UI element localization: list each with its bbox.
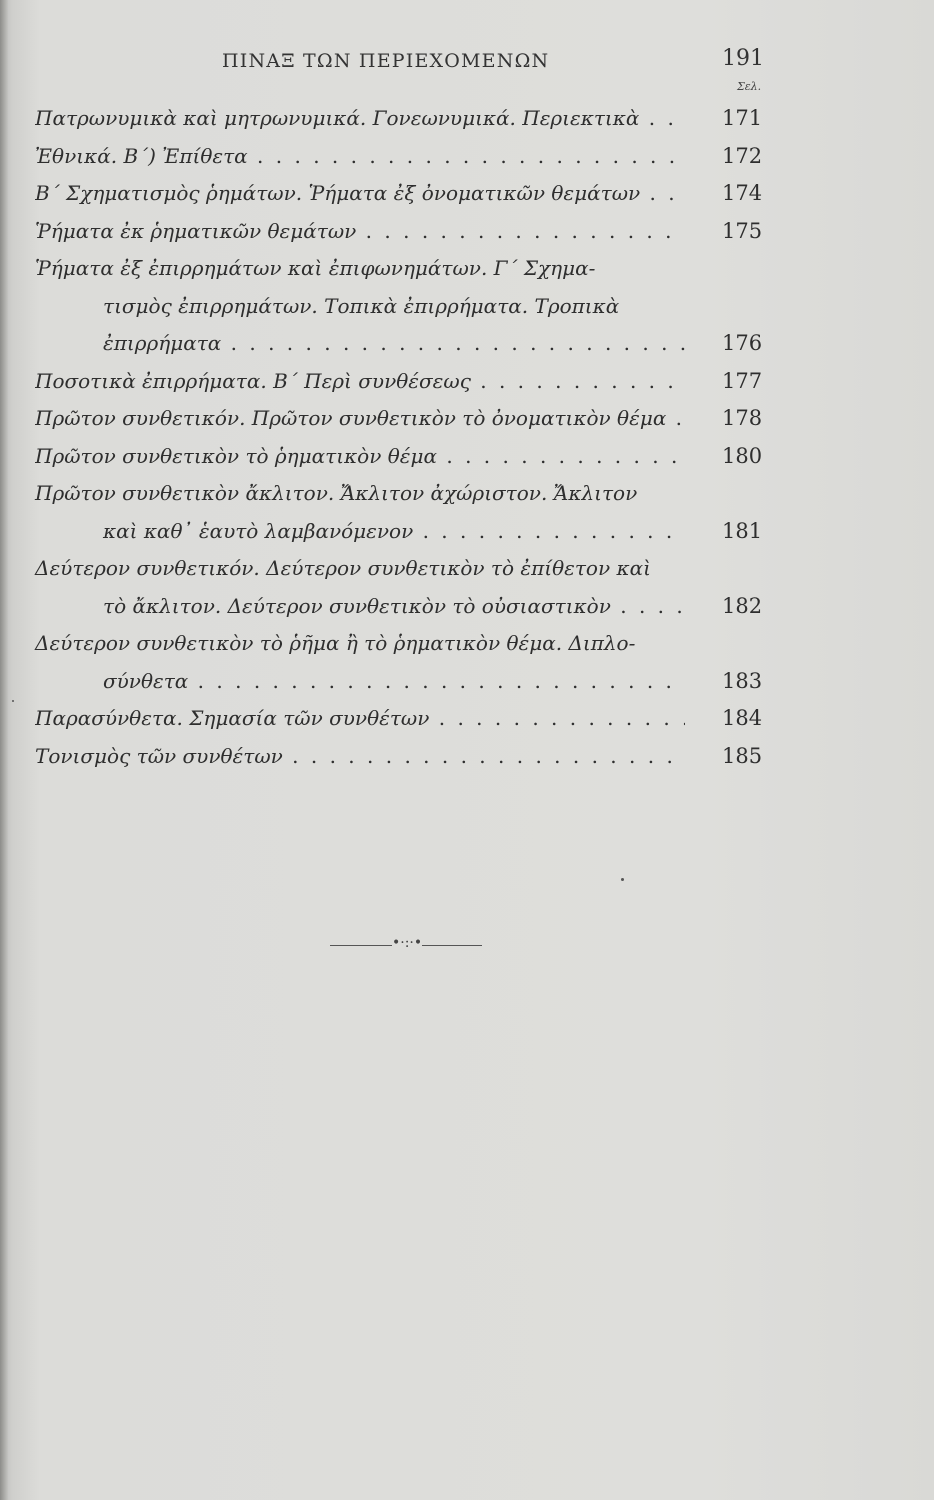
page-column-label: Σελ. <box>737 80 762 93</box>
toc-entry-text: Παρασύνθετα. Σημασία τῶν συνθέτων . . . <box>35 700 685 738</box>
toc-entry-line <box>35 250 775 288</box>
page-spine-shadow <box>0 0 8 1500</box>
toc-entry-text: καὶ καθ᾽ ἑαυτὸ λαμβανόμενον . . . <box>103 513 685 551</box>
toc-entry-line <box>35 475 775 513</box>
toc-entry-page: 181 <box>722 518 763 543</box>
toc-entry-page: 183 <box>722 668 763 693</box>
toc-entry-text: σύνθετα . . . <box>103 663 685 701</box>
table-of-contents <box>35 100 775 775</box>
toc-entry-line <box>35 738 685 776</box>
toc-entry <box>35 475 775 550</box>
toc-entry-line <box>35 438 685 476</box>
toc-entry <box>35 625 775 700</box>
toc-entry-page: 174 <box>722 181 763 205</box>
toc-entry-line <box>35 550 775 588</box>
toc-entry <box>35 700 775 738</box>
toc-entry-page: 171 <box>722 106 763 130</box>
toc-entry-page: 184 <box>722 706 763 730</box>
toc-entry-line <box>35 175 685 213</box>
toc-entry <box>35 550 775 625</box>
toc-entry <box>35 400 775 438</box>
toc-entry-text: Ῥήματα ἐκ ῥηματικῶν θεμάτων . . . <box>35 213 685 251</box>
toc-entry-text: τισμὸς ἐπιρρημάτων. Τοπικὰ ἐπιρρήματα. Τροπικὰ <box>103 293 620 318</box>
toc-entry-line <box>35 663 685 701</box>
toc-entry-page: 182 <box>722 593 763 618</box>
toc-entry-line <box>35 213 685 251</box>
toc-entry-text: Πρῶτον συνθετικόν. Πρῶτον συνθετικὸν τὸ ὀνοματικὸν θέμα . . . <box>35 400 685 438</box>
toc-entry-text: Τονισμὸς τῶν συνθέτων . . . <box>35 738 685 776</box>
toc-entry-line <box>35 288 775 326</box>
toc-entry <box>35 213 775 251</box>
toc-entry <box>35 438 775 476</box>
toc-entry-text: Πρῶτον συνθετικὸν ἄκλιτον. Ἄκλιτον ἀχώριστον. Ἄκλιτον <box>35 481 638 505</box>
toc-entry-text: ἐπιρρήματα . . . <box>103 325 685 363</box>
divider-ornament-icon: •·:·• <box>392 935 423 951</box>
divider-rule-left <box>330 945 392 946</box>
toc-entry-page: 176 <box>722 331 763 355</box>
toc-entry-page: 175 <box>722 218 763 243</box>
toc-entry-text: Δεύτερον συνθετικόν. Δεύτερον συνθετικὸν τὸ ἐπίθετον καὶ <box>35 556 651 580</box>
toc-entry-text: Ποσοτικὰ ἐπιρρήματα. Β΄ Περὶ συνθέσεως . . . <box>35 363 685 401</box>
toc-entry-text: τὸ ἄκλιτον. Δεύτερον συνθετικὸν τὸ οὐσιαστικὸν . . . <box>103 588 685 626</box>
toc-entry-text: Πρῶτον συνθετικὸν τὸ ῥηματικὸν θέμα . . . <box>35 438 685 476</box>
toc-entry-text: Β΄ Σχηματισμὸς ῥημάτων. Ῥήματα ἐξ ὀνοματικῶν θεμάτων . . . <box>35 175 685 213</box>
toc-entry-line <box>35 513 685 551</box>
paper-speck <box>12 700 14 702</box>
page-number: 191 <box>722 46 764 71</box>
toc-entry-page: 177 <box>722 368 763 393</box>
toc-entry-text: Ἐθνικά. Β΄) Ἐπίθετα . . . <box>35 138 685 176</box>
toc-entry-page: 185 <box>722 743 763 768</box>
toc-entry-line <box>35 400 685 438</box>
toc-entry-line <box>35 588 685 626</box>
ornamental-divider <box>330 935 482 952</box>
toc-entry-text: Δεύτερον συνθετικὸν τὸ ῥῆμα ἢ τὸ ῥηματικὸν θέμα. Διπλο- <box>35 631 636 655</box>
toc-entry-line <box>35 363 685 401</box>
toc-entry-text: Ῥήματα ἐξ ἐπιρρημάτων καὶ ἐπιφωνημάτων. Γ΄ Σχημα- <box>35 256 596 280</box>
running-header <box>0 46 934 76</box>
toc-entry-text: Πατρωνυμικὰ καὶ μητρωνυμικά. Γονεωνυμικά. Περιεκτικὰ . . . <box>35 100 685 138</box>
toc-entry-line <box>35 625 775 663</box>
toc-entry <box>35 738 775 776</box>
toc-entry <box>35 100 775 138</box>
toc-entry <box>35 363 775 401</box>
toc-entry-page: 178 <box>722 406 763 430</box>
toc-entry-page: 180 <box>722 443 763 468</box>
toc-entry-line <box>35 325 685 363</box>
toc-entry-line <box>35 100 685 138</box>
toc-entry-line <box>35 138 685 176</box>
paper-speck <box>621 878 624 881</box>
toc-entry-line <box>35 700 685 738</box>
toc-entry-page: 172 <box>722 143 763 168</box>
toc-entry <box>35 175 775 213</box>
divider-rule-right <box>422 945 482 946</box>
toc-entry <box>35 250 775 363</box>
toc-entry <box>35 138 775 176</box>
running-header-title: ΠΙΝΑΞ ΤΩΝ ΠΕΡΙΕΧΟΜΕΝΩΝ <box>222 50 550 72</box>
